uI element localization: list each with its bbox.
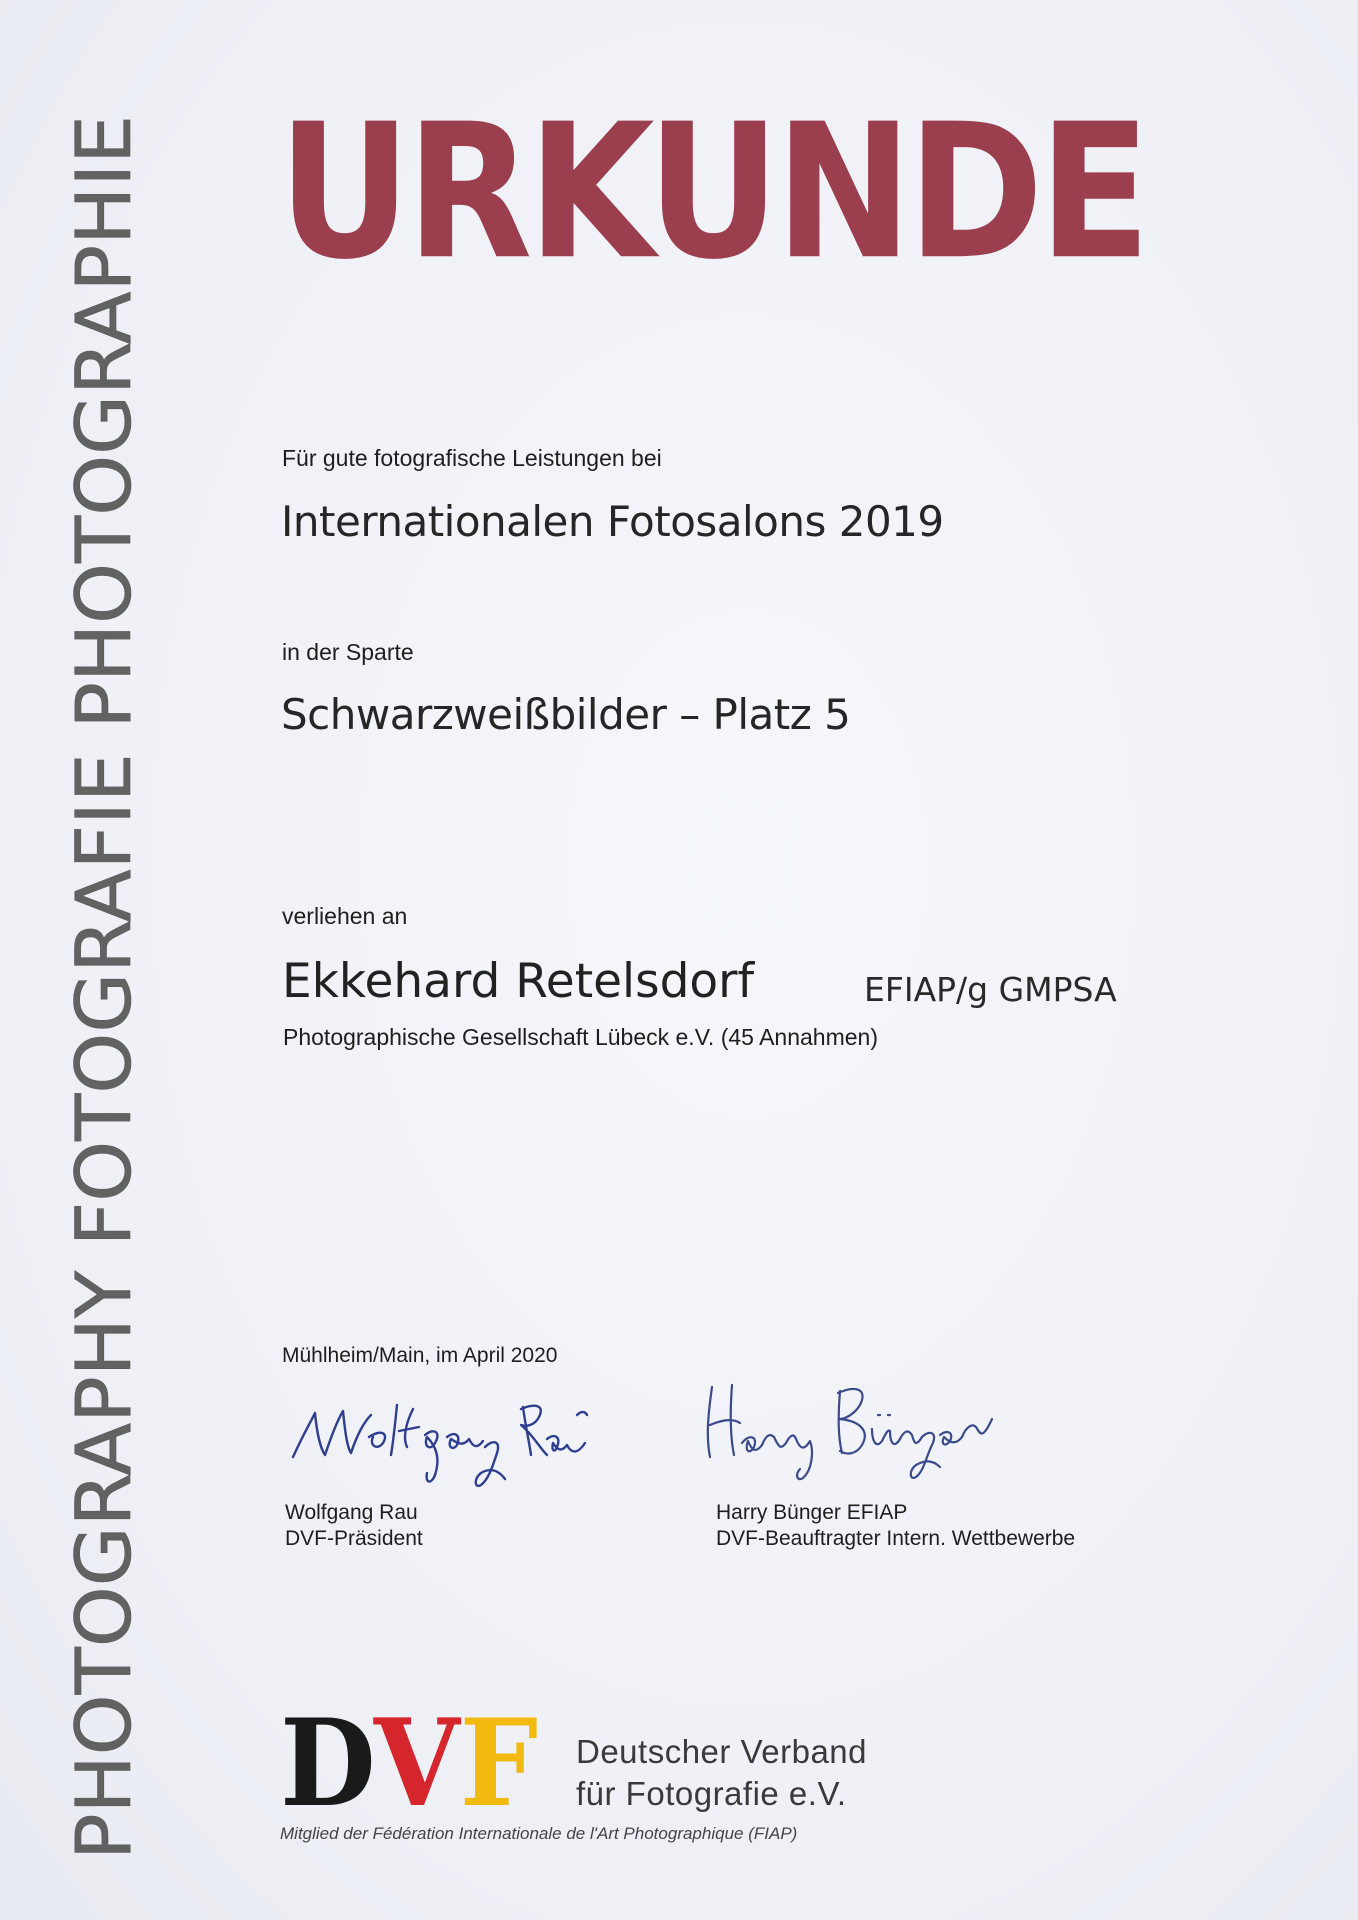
signature-wolfgang-rau (285, 1375, 595, 1500)
signature-role-1: DVF-Präsident (285, 1527, 423, 1550)
category-name: Schwarzweißbilder – Platz 5 (281, 690, 851, 739)
svg-text:DVF: DVF (280, 1705, 545, 1815)
place-date: Mühlheim/Main, im April 2020 (282, 1344, 558, 1367)
recipient-name: Ekkehard Retelsdorf (282, 954, 755, 1009)
org-name-line1: Deutscher Verband (576, 1733, 868, 1770)
signature-role-2: DVF-Beauftragter Intern. Wettbewerbe (716, 1527, 1076, 1550)
recipient-titles: EFIAP/g GMPSA (864, 970, 1117, 1009)
side-band (50, 115, 148, 1860)
certificate-title: URKUNDE (278, 84, 1146, 301)
event-name: Internationalen Fotosalons 2019 (281, 497, 944, 546)
fiap-membership: Mitglied der Fédération Internationale de l'Art Photographique (FIAP) (280, 1824, 798, 1843)
org-name-line2: für Fotografie e.V. (576, 1775, 847, 1812)
recipient-club: Photographische Gesellschaft Lübeck e.V. (45 Annahmen) (283, 1024, 878, 1050)
signature-harry-buenger (700, 1375, 1000, 1485)
category-intro: in der Sparte (282, 639, 414, 665)
intro-text: Für gute fotografische Leistungen bei (282, 445, 662, 471)
side-band-svg (50, 115, 148, 1860)
signature-name-1: Wolfgang Rau (285, 1501, 418, 1524)
dvf-logo (280, 1705, 550, 1815)
awarded-intro: verliehen an (282, 903, 408, 929)
signature-name-2: Harry Bünger EFIAP (716, 1501, 908, 1524)
side-band-text: PHOTOGRAPHY FOTOGRAFIE PHOTOGRAPHIE (59, 145, 148, 1860)
